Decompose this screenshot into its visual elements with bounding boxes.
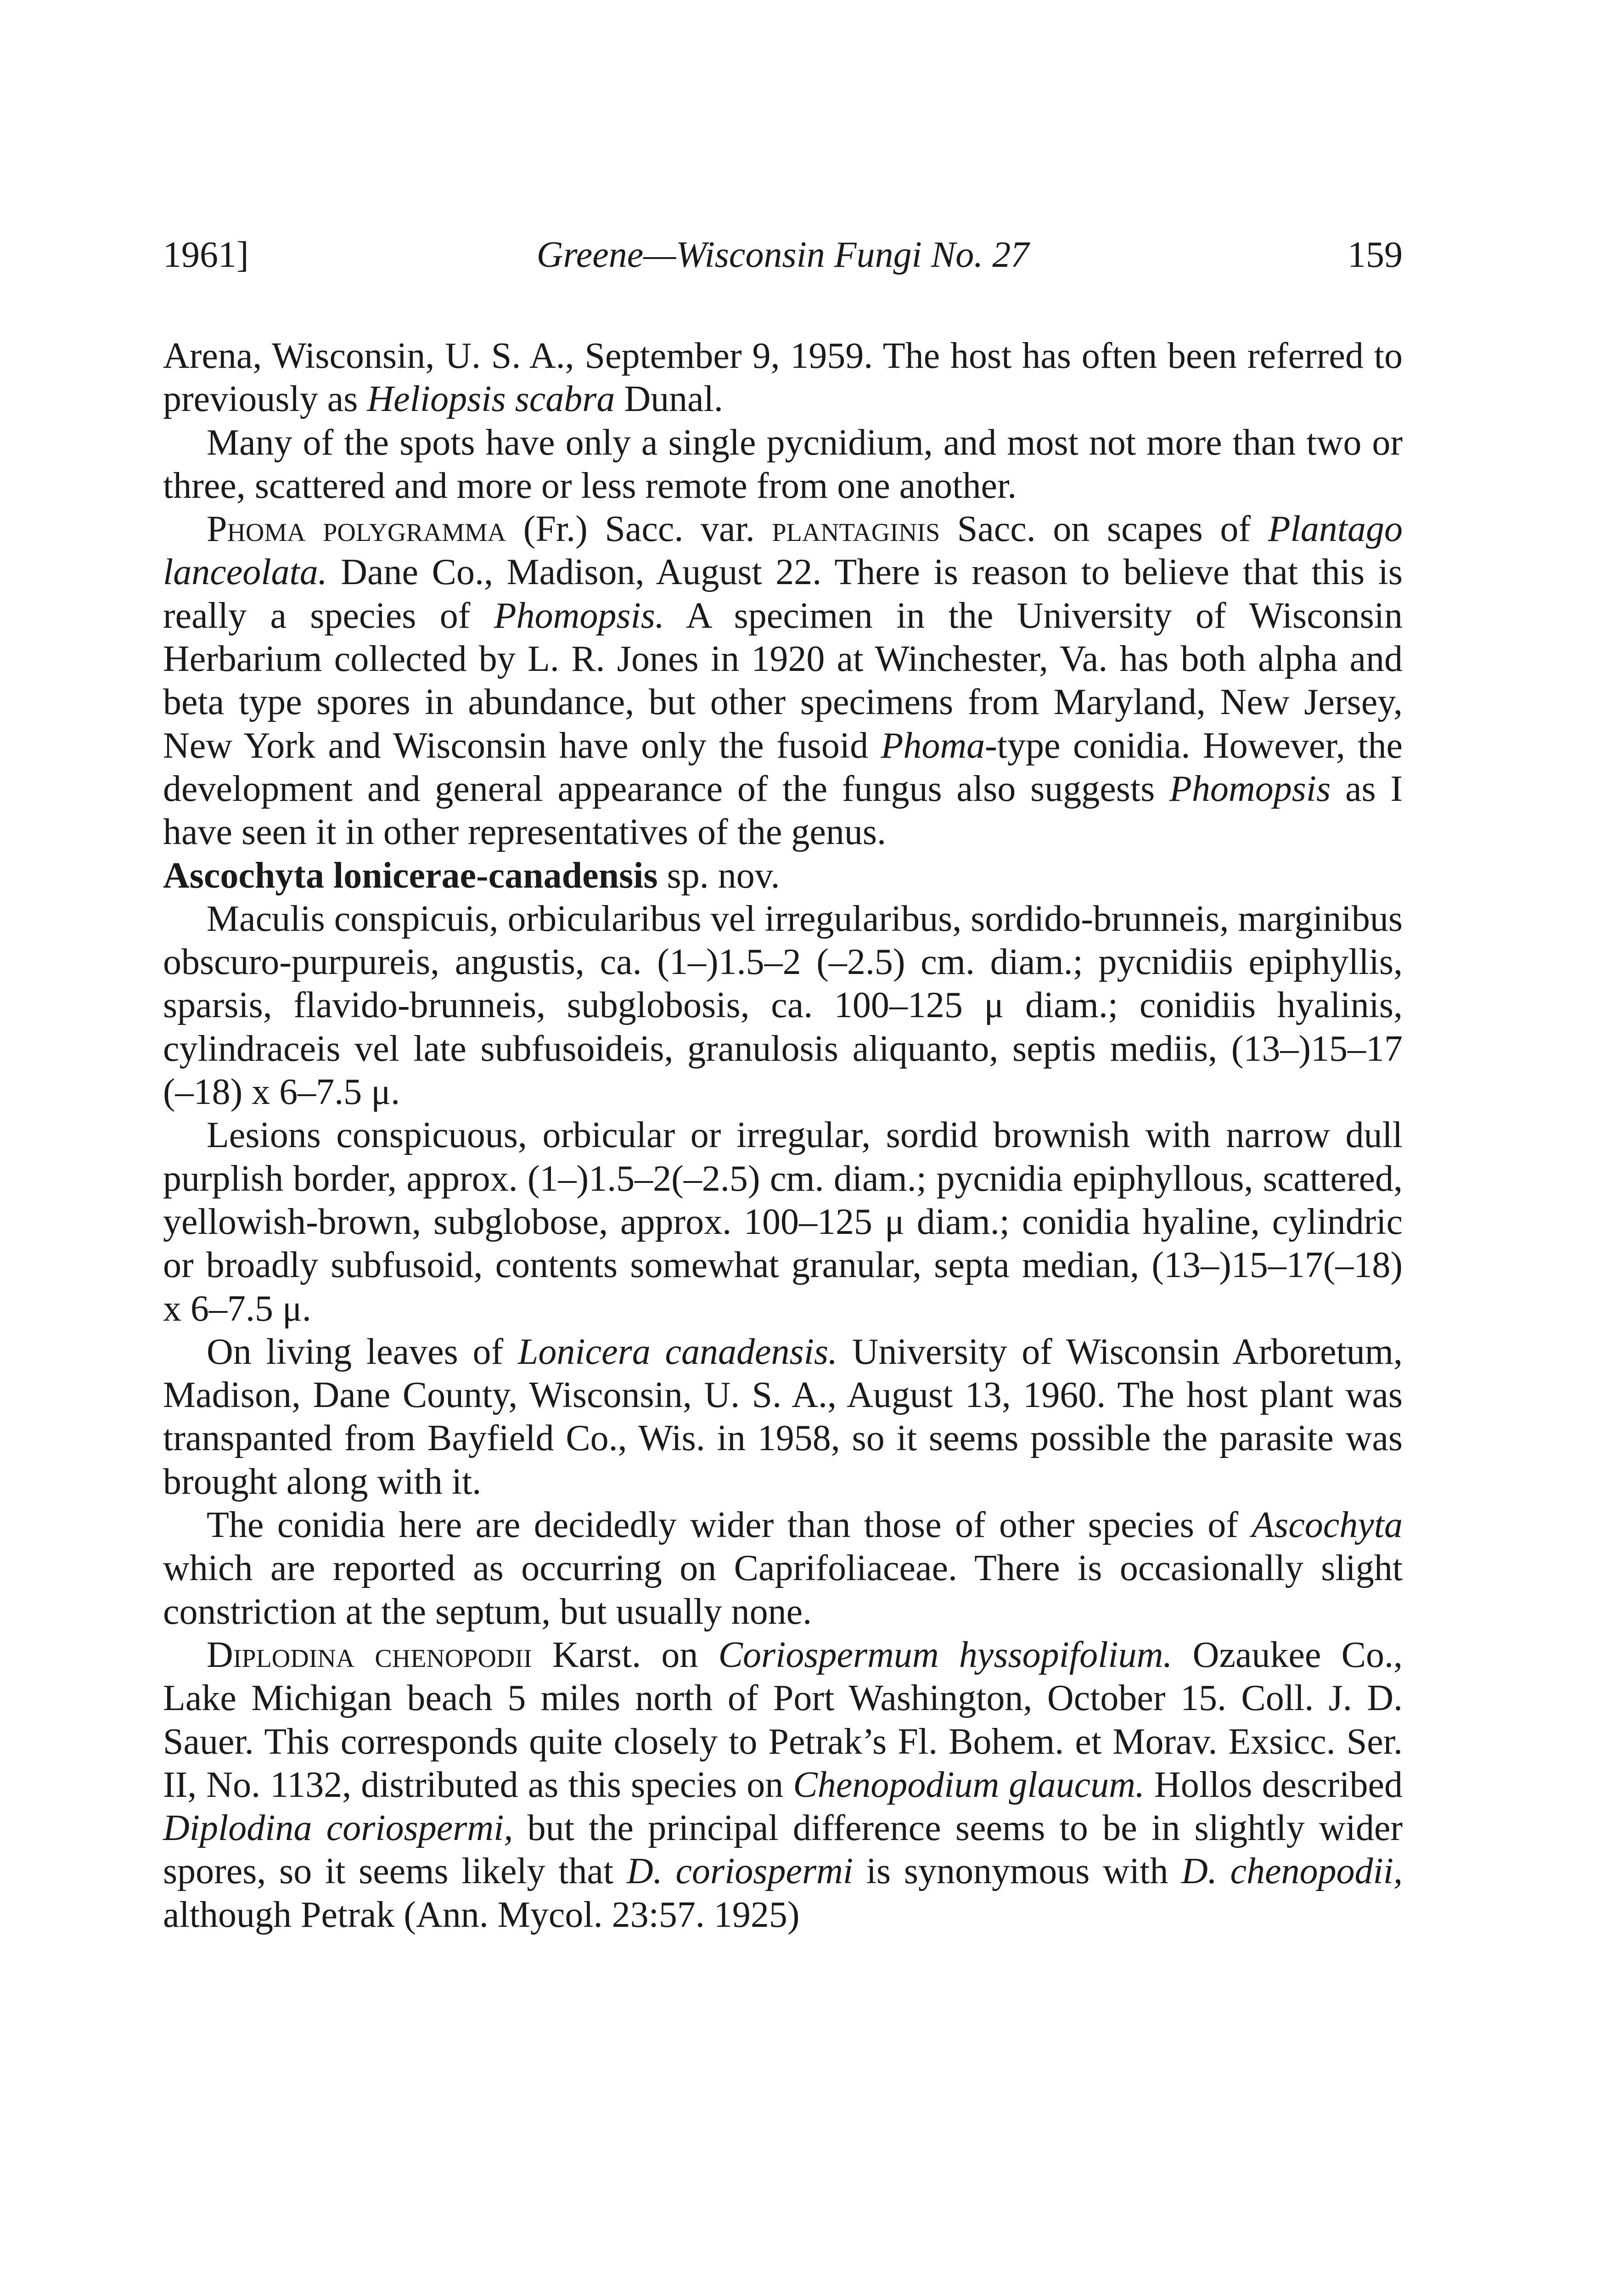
text-run: Dunal. <box>615 379 723 420</box>
italic-run: Plantago lanceolata. <box>163 509 1403 593</box>
italic-run: Coriospermum hyssopifolium. <box>718 1634 1173 1675</box>
text-run: A specimen in the University of Wisconsin Herbarium collected by L. R. Jones in 1920 at Winchester, Va. has both alpha and beta type spores in abundance, but other specimens from Maryland, New Jersey, New York and Wisconsin have only the fusoid <box>163 595 1403 766</box>
text-run: Ozaukee Co., Lake Michigan beach 5 miles north of Port Washington, October 15. Coll. J. D. Sauer. This corresponds quite closely to Petrak’s Fl. Bohem. et Morav. Exsicc. Ser. II, No. 1132, distributed as this species on <box>163 1634 1403 1805</box>
text-run: Maculis conspicuis, orbicularibus vel irregularibus, sordido-brunneis, marginibus obscuro-purpureis, angustis, ca. (1–)1.5–2 (–2.5) cm. diam.; pycnidiis epiphyllis, sparsis, flavido-brunneis, subglobosis, ca. 100–125 μ diam.; conidiis hyalinis, cylindraceis vel late subfusoideis, granulosis aliquanto, septis mediis, (13–)15–17 (–18) x 6–7.5 μ. <box>163 898 1403 1113</box>
text-run: Arena, Wisconsin, U. S. A., September 9, 1959. The host has often been referred to previously as <box>163 336 1403 420</box>
paragraph-p7 <box>163 1330 1403 1503</box>
page-content <box>163 230 1403 1936</box>
text-run: Hollos described <box>1144 1764 1403 1805</box>
paragraph-p8 <box>163 1503 1403 1633</box>
article-body <box>163 334 1403 1936</box>
taxon-name: plantaginis <box>772 509 940 550</box>
italic-run: D. chenopodii, <box>1181 1851 1403 1892</box>
running-head <box>163 230 1403 280</box>
italic-run: D. coriospermi <box>626 1851 854 1892</box>
italic-run: Lonicera canadensis. <box>517 1331 838 1372</box>
paragraph-p5 <box>163 897 1403 1114</box>
taxon-name: Diplodina chenopodii <box>207 1634 532 1675</box>
italic-run: Heliopsis scabra <box>367 379 615 420</box>
italic-run: Phomopsis <box>1169 768 1331 809</box>
paragraph-p2 <box>163 421 1403 508</box>
text-run: University of Wisconsin Arboretum, Madison, Dane County, Wisconsin, U. S. A., August 13, 1960. The host plant was transpanted from Bayfield Co., Wis. in 1958, so it seems possible the parasite was brought along with it. <box>163 1331 1403 1502</box>
text-run: Lesions conspicuous, orbicular or irregular, sordid brownish with narrow dull purplish border, approx. (1–)1.5–2(–2.5) cm. diam.; pycnidia epiphyllous, scattered, yellowish-brown, subglobose, approx. 100–125 μ diam.; conidia hyaline, cylindric or broadly subfusoid, contents somewhat granular, septa median, (13–)15–17(–18) x 6–7.5 μ. <box>163 1115 1403 1329</box>
paragraph-p6 <box>163 1114 1403 1330</box>
text-run: On living leaves of <box>207 1331 518 1372</box>
text-run: Many of the spots have only a single pycnidium, and most not more than two or three, scattered and more or less remote from one another. <box>163 422 1403 506</box>
text-run: although Petrak (Ann. Mycol. 23:57. 1925) <box>163 1894 800 1935</box>
italic-run: Phomopsis. <box>494 595 664 636</box>
text-run: as I have seen it in other representatives of the genus. <box>163 768 1403 853</box>
text-run: sp. nov. <box>657 855 780 896</box>
italic-run: Phoma <box>881 725 985 766</box>
paragraph-p1 <box>163 334 1403 421</box>
paragraph-p4 <box>163 854 1403 897</box>
paragraph-p3 <box>163 507 1403 854</box>
italic-run: Diplodina coriospermi, <box>163 1808 513 1849</box>
page-number: 159 <box>1348 235 1403 275</box>
text-run: -type conidia. However, the development and general appearance of the fungus also suggests <box>163 725 1403 809</box>
italic-run: Ascochyta <box>1252 1505 1403 1546</box>
text-run: Sacc. on scapes of <box>940 509 1268 550</box>
text-run: The conidia here are decidedly wider than those of other species of <box>207 1505 1252 1546</box>
text-run: Dane Co., Madison, August 22. There is reason to believe that this is really a species of <box>163 552 1403 636</box>
italic-run: Chenopodium glaucum. <box>793 1764 1145 1805</box>
text-run: Karst. on <box>532 1634 719 1675</box>
text-run: which are reported as occurring on Caprifoliaceae. There is occasionally slight constriction at the septum, but usually none. <box>163 1548 1403 1632</box>
running-title: Greene—Wisconsin Fungi No. 27 <box>536 235 1029 275</box>
text-run: but the principal difference seems to be in slightly wider spores, so it seems likely that <box>163 1808 1403 1892</box>
text-run: (Fr.) Sacc. var. <box>506 509 772 550</box>
taxon-name: Phoma polygramma <box>207 509 506 550</box>
volume-year: 1961] <box>163 235 249 275</box>
section-heading: Ascochyta lonicerae-canadensis <box>163 855 658 896</box>
text-run: is synonymous with <box>853 1851 1182 1892</box>
paragraph-p9 <box>163 1633 1403 1936</box>
